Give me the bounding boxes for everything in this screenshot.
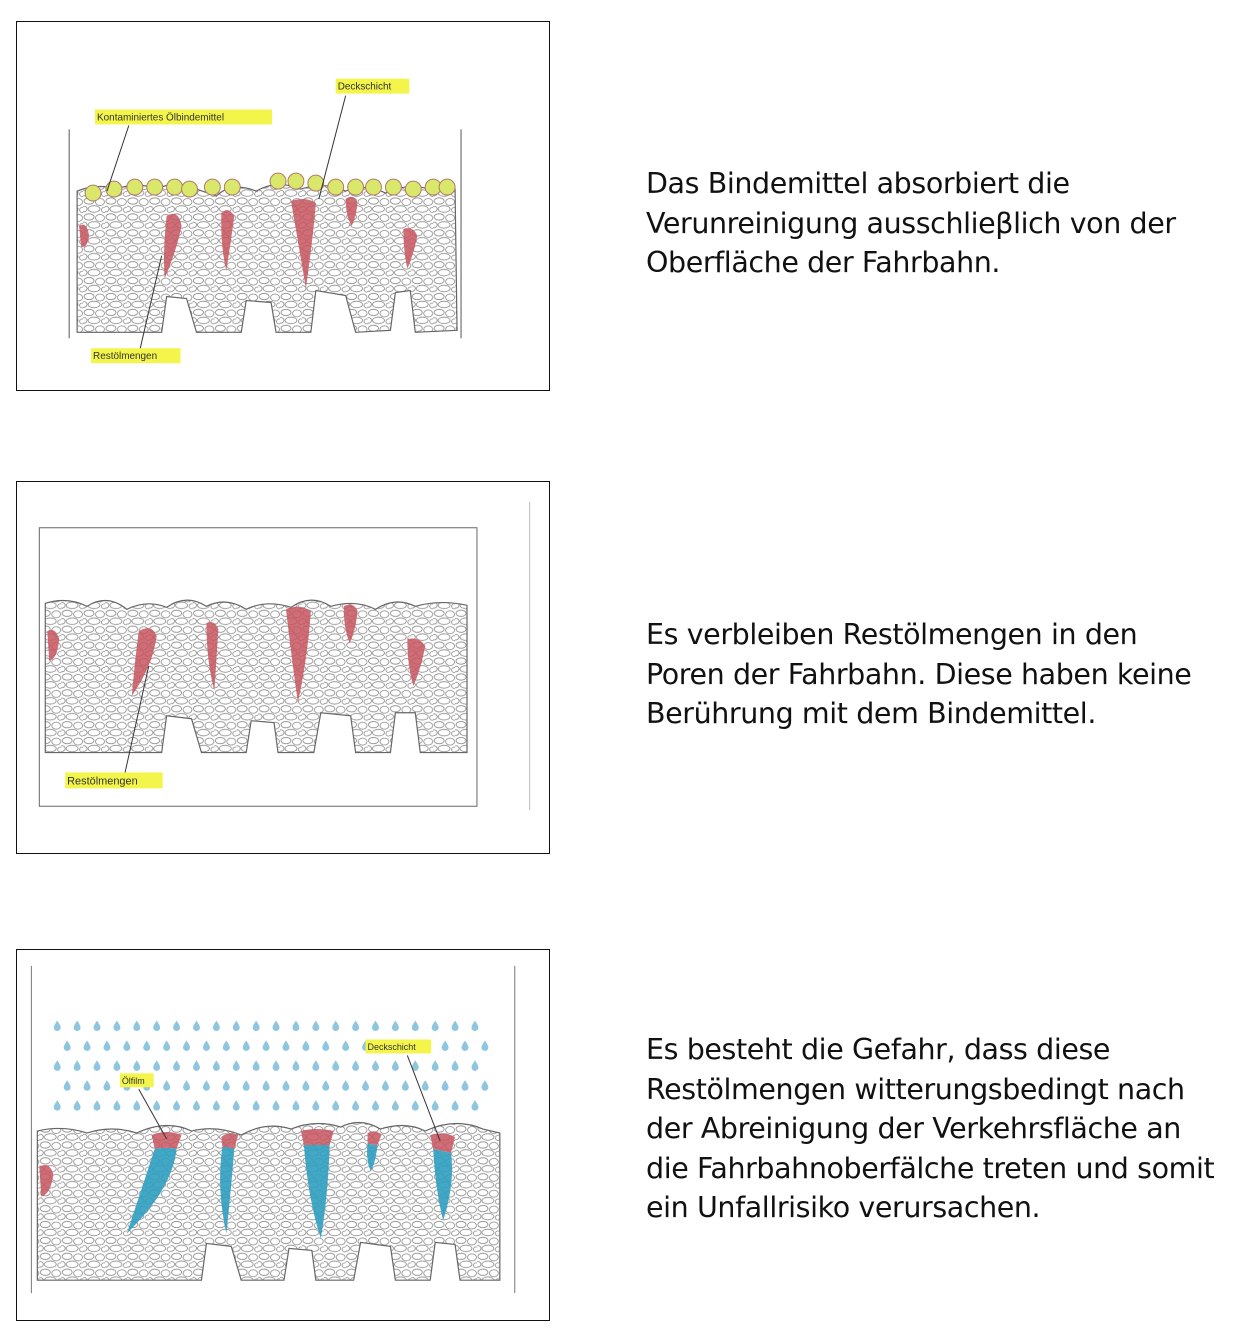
caption-line: ein Unfallrisiko verursachen. bbox=[646, 1191, 1041, 1224]
caption-line: Das Bindemittel absorbiert die bbox=[646, 167, 1070, 200]
raindrop bbox=[322, 1041, 329, 1051]
raindrop bbox=[372, 1060, 379, 1070]
raindrop bbox=[133, 1021, 140, 1031]
raindrop bbox=[193, 1060, 200, 1070]
raindrop bbox=[332, 1021, 339, 1031]
raindrop bbox=[113, 1100, 120, 1110]
raindrop bbox=[432, 1021, 439, 1031]
raindrop bbox=[342, 1080, 349, 1090]
raindrop bbox=[253, 1021, 260, 1031]
caption-line: Poren der Fahrbahn. Diese haben keine bbox=[646, 657, 1192, 691]
raindrop bbox=[153, 1060, 160, 1070]
caption-3 bbox=[646, 1030, 1241, 1228]
raindrop bbox=[481, 1041, 488, 1051]
raindrop bbox=[452, 1100, 459, 1110]
raindrop bbox=[74, 1100, 81, 1110]
raindrop bbox=[273, 1100, 280, 1110]
raindrop bbox=[362, 1080, 369, 1090]
raindrop bbox=[94, 1100, 101, 1110]
raindrop bbox=[94, 1060, 101, 1070]
caption-line: Berührung mit dem Bindemittel. bbox=[646, 697, 1096, 730]
raindrop bbox=[392, 1060, 399, 1070]
raindrop bbox=[352, 1021, 359, 1031]
raindrop bbox=[193, 1100, 200, 1110]
raindrop bbox=[263, 1080, 270, 1090]
raindrop bbox=[273, 1060, 280, 1070]
pavement-layer bbox=[45, 600, 467, 752]
label-residual-oil: Restölmengen bbox=[67, 775, 138, 788]
caption-line: Restölmengen witterungsbedingt nach bbox=[646, 1072, 1185, 1106]
raindrop bbox=[332, 1060, 339, 1070]
raindrop bbox=[283, 1041, 290, 1051]
raindrop bbox=[54, 1021, 61, 1031]
label-oil-film: Ölfilm bbox=[121, 1075, 145, 1086]
raindrop bbox=[233, 1021, 240, 1031]
raindrop bbox=[84, 1041, 91, 1051]
caption-line: Verunreinigung ausschlieβlich von der bbox=[646, 206, 1176, 240]
raindrop bbox=[233, 1100, 240, 1110]
raindrop bbox=[203, 1041, 210, 1051]
oil-surface bbox=[301, 1129, 334, 1145]
diagram-1 bbox=[17, 22, 549, 390]
raindrop bbox=[302, 1080, 309, 1090]
raindrop bbox=[113, 1060, 120, 1070]
raindrop bbox=[402, 1080, 409, 1090]
diagram-2 bbox=[17, 482, 549, 853]
raindrop bbox=[392, 1100, 399, 1110]
raindrop bbox=[312, 1060, 319, 1070]
pavement-layer bbox=[77, 184, 457, 332]
raindrop bbox=[442, 1041, 449, 1051]
diagram-panel-3 bbox=[16, 949, 550, 1321]
raindrop bbox=[223, 1080, 230, 1090]
raindrop bbox=[372, 1100, 379, 1110]
raindrop bbox=[183, 1041, 190, 1051]
label-top-layer: Deckschicht bbox=[337, 81, 392, 93]
raindrop bbox=[352, 1060, 359, 1070]
raindrop bbox=[412, 1100, 419, 1110]
raindrop bbox=[54, 1100, 61, 1110]
raindrop bbox=[432, 1060, 439, 1070]
raindrop bbox=[452, 1060, 459, 1070]
raindrop bbox=[302, 1041, 309, 1051]
raindrop bbox=[64, 1041, 71, 1051]
caption-2 bbox=[646, 615, 1241, 734]
raindrop bbox=[412, 1021, 419, 1031]
raindrop bbox=[213, 1100, 220, 1110]
label-residual-oil: Restölmengen bbox=[93, 351, 158, 363]
raindrop bbox=[74, 1021, 81, 1031]
raindrop bbox=[481, 1080, 488, 1090]
raindrop bbox=[392, 1021, 399, 1031]
raindrop bbox=[64, 1080, 71, 1090]
raindrop bbox=[163, 1080, 170, 1090]
caption-line: die Fahrbahnoberfälche treten und somit bbox=[646, 1151, 1215, 1185]
raindrop bbox=[253, 1060, 260, 1070]
raindrop bbox=[312, 1021, 319, 1031]
raindrop bbox=[471, 1021, 478, 1031]
raindrop bbox=[133, 1060, 140, 1070]
raindrop bbox=[74, 1060, 81, 1070]
label-contaminated-binder: Kontaminiertes Ölbindemittel bbox=[97, 112, 225, 124]
raindrop bbox=[213, 1021, 220, 1031]
raindrop bbox=[153, 1021, 160, 1031]
raindrop bbox=[263, 1041, 270, 1051]
raindrop bbox=[283, 1080, 290, 1090]
raindrop bbox=[382, 1080, 389, 1090]
raindrop bbox=[422, 1080, 429, 1090]
caption-line: Es verbleiben Restölmengen in den bbox=[646, 618, 1138, 651]
raindrop bbox=[54, 1060, 61, 1070]
raindrop bbox=[123, 1041, 130, 1051]
raindrop bbox=[342, 1041, 349, 1051]
raindrop bbox=[183, 1080, 190, 1090]
oil-surface bbox=[152, 1132, 182, 1149]
raindrop bbox=[223, 1041, 230, 1051]
raindrop bbox=[442, 1080, 449, 1090]
raindrop bbox=[292, 1060, 299, 1070]
raindrop bbox=[113, 1021, 120, 1031]
raindrop bbox=[193, 1021, 200, 1031]
raindrop bbox=[233, 1060, 240, 1070]
raindrop bbox=[103, 1080, 110, 1090]
raindrop bbox=[292, 1021, 299, 1031]
diagram-panel-2 bbox=[16, 481, 550, 854]
caption-1 bbox=[646, 164, 1241, 283]
caption-line: Es besteht die Gefahr, dass diese bbox=[646, 1033, 1111, 1066]
raindrop bbox=[471, 1100, 478, 1110]
raindrop bbox=[452, 1021, 459, 1031]
raindrop bbox=[372, 1021, 379, 1031]
raindrop bbox=[332, 1100, 339, 1110]
label-top-layer: Deckschicht bbox=[367, 1041, 416, 1052]
raindrop bbox=[213, 1060, 220, 1070]
raindrop bbox=[173, 1100, 180, 1110]
raindrop bbox=[462, 1041, 469, 1051]
diagram-3 bbox=[17, 950, 549, 1320]
raindrop bbox=[173, 1060, 180, 1070]
raindrop bbox=[203, 1080, 210, 1090]
raindrop bbox=[84, 1080, 91, 1090]
raindrop bbox=[352, 1100, 359, 1110]
caption-line: der Abreinigung der Verkehrsfläche an bbox=[646, 1112, 1181, 1145]
raindrop bbox=[153, 1100, 160, 1110]
raindrop bbox=[94, 1021, 101, 1031]
raindrop bbox=[253, 1100, 260, 1110]
raindrop bbox=[133, 1100, 140, 1110]
raindrop bbox=[462, 1080, 469, 1090]
caption-line: Oberfläche der Fahrbahn. bbox=[646, 246, 1001, 279]
raindrop bbox=[143, 1041, 150, 1051]
raindrop bbox=[243, 1041, 250, 1051]
raindrop bbox=[273, 1021, 280, 1031]
diagram-panel-1 bbox=[16, 21, 550, 391]
raindrop bbox=[163, 1041, 170, 1051]
raindrop bbox=[243, 1080, 250, 1090]
raindrop bbox=[292, 1100, 299, 1110]
raindrop bbox=[432, 1100, 439, 1110]
raindrop bbox=[471, 1060, 478, 1070]
raindrop bbox=[173, 1021, 180, 1031]
raindrop bbox=[103, 1041, 110, 1051]
raindrop bbox=[312, 1100, 319, 1110]
pavement-layer bbox=[37, 1123, 500, 1281]
raindrop bbox=[322, 1080, 329, 1090]
